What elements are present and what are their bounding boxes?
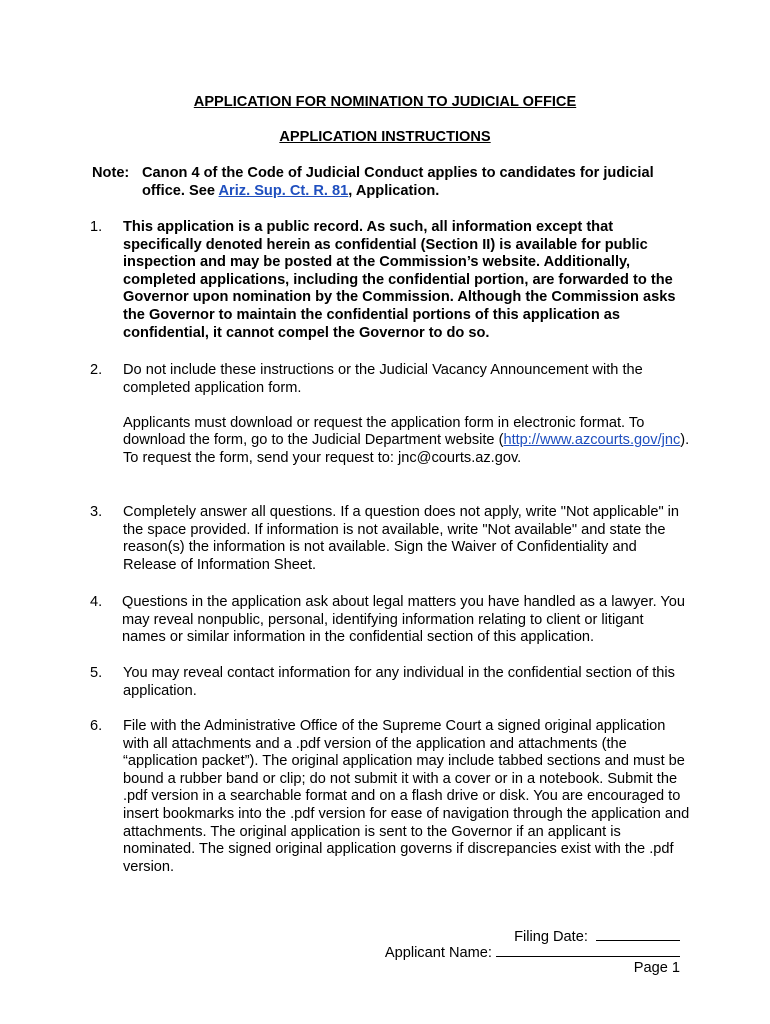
item-paragraph: You may reveal contact information for any individual in the confidential section of this application. (123, 665, 675, 699)
item-number: 2. (90, 362, 103, 378)
item-paragraph: Questions in the application ask about legal matters you have handled as a lawyer. You may reveal nonpublic, personal, identifying information relating to client or litigant names or similar information in the confidential section of this application. (122, 594, 686, 646)
item-number: 1. (90, 219, 103, 235)
download-text: Applicants must download or request the application form in electronic format. To download the form, go to the Judicial Department website ( (123, 414, 645, 449)
instruction-item-3 (90, 504, 690, 574)
rule-81-link[interactable]: Ariz. Sup. Ct. R. 81 (218, 182, 349, 199)
applicant-name-label: Applicant Name: (384, 945, 492, 961)
page-number: Page 1 (633, 960, 680, 976)
document-title: APPLICATION FOR NOMINATION TO JUDICIAL OFFICE (193, 94, 577, 110)
note-label: Note: (92, 165, 130, 181)
instruction-item-6 (90, 718, 690, 876)
document-subtitle: APPLICATION INSTRUCTIONS (279, 129, 491, 145)
instruction-item-2 (90, 362, 690, 468)
note-text: Canon 4 of the Code of Judicial Conduct applies to candidates for judicial office. See (142, 165, 654, 199)
note-text-end: , Application. (348, 182, 440, 199)
instruction-item-5 (90, 665, 690, 700)
note-body (142, 165, 692, 200)
filing-date-label: Filing Date: (514, 929, 588, 945)
note-block (92, 165, 692, 200)
item-paragraph: Completely answer all questions. If a question does not apply, write "Not applicable" in the space provided. If information is not available, write "Not available" and state the reason(s) the information is not available. Sign the Waiver of Confidentiality and Release of Information Sheet. (123, 504, 680, 573)
applicant-name-blank[interactable] (496, 944, 680, 957)
item-paragraph: This application is a public record. As such, all information except that specifically denoted herein as confidential (Section II) is available for public inspection and may be posted at the Commission’s website. Additionally, completed applications, including the confidential portion, are forwarded to the Governor upon nomination by the Commission. Although the Commission asks the Governor to maintain the confidential portions of this application as confidential, it cannot compel the Governor to do so. (123, 219, 676, 341)
instruction-item-4 (90, 594, 690, 647)
filing-date-blank[interactable] (596, 928, 680, 941)
item-number: 3. (90, 504, 103, 520)
item-number: 5. (90, 665, 103, 681)
instruction-item-1 (90, 219, 690, 342)
item-paragraph: File with the Administrative Office of the Supreme Court a signed original application with all attachments and a .pdf version of the application and attachments (the “application packet”). The original application may include tabbed sections and must be bound a rubber band or clip; do not submit it with a cover or in a notebook. Submit the .pdf version in a searchable format and on a flash drive or disk. You are encouraged to insert bookmarks into the .pdf version for ease of navigation through the application and attachments. The original application is sent to the Governor if an applicant is nominated. The signed original application governs if discrepancies exist with the .pdf version. (123, 718, 690, 875)
item-paragraph-download (123, 415, 690, 468)
item-number: 4. (90, 594, 103, 610)
item-paragraph: Do not include these instructions or the Judicial Vacancy Announcement with the completed application form. (123, 362, 643, 396)
request-text: ). To request the form, send your request to: jnc@courts.az.gov. (123, 432, 690, 466)
azcourts-jnc-link[interactable]: http://www.azcourts.gov/jnc (503, 432, 681, 449)
item-number: 6. (90, 718, 103, 734)
